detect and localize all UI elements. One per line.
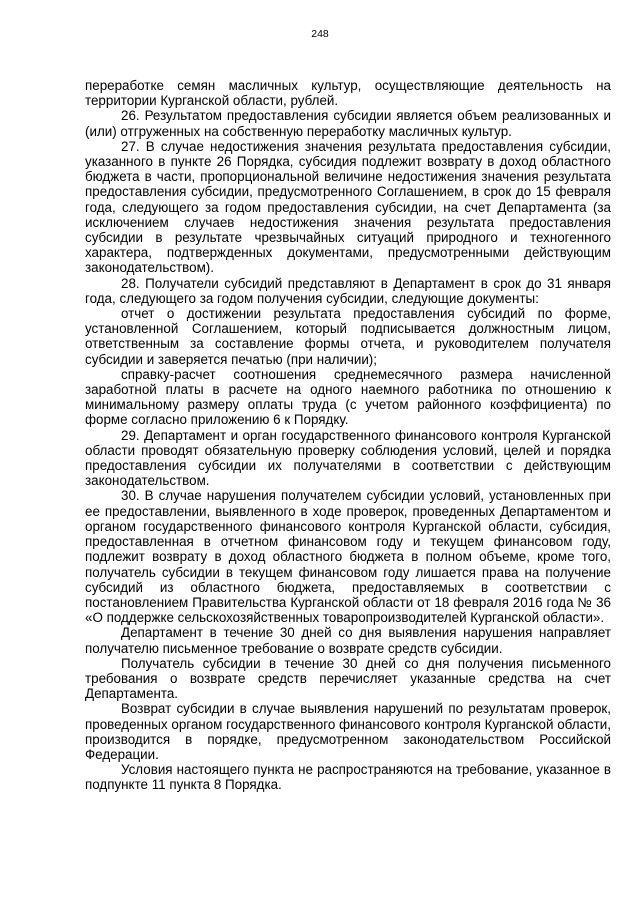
paragraph-item-27: 27. В случае недостижения значения результата предоставления субсидии, указанного в пункте 26 Порядка, субсидия подлежит возврату в доход областного бюджета в части, пропорциональной величине недостижения значения результата предоставления субсидии, предусмотренного Соглашением, в срок до 15 февраля года, следующего за годом предоставления субсидии, на счет Департамента (за исключением случаев недостижения значения результата предоставления субсидии в результате чрезвычайных ситуаций природного и техногенного характера, подтвержденных документами, предусмотренными действующим законодательством). — [85, 138, 611, 276]
page-number: 248 — [311, 28, 329, 40]
paragraph-item-29: 29. Департамент и орган государственного финансового контроля Курганской области проводят обязательную проверку соблюдения условий, целей и порядка предоставления субсидии их получателями в соответствии с действующим законодательством. — [85, 427, 611, 489]
paragraph-item-30: 30. В случае нарушения получателем субсидии условий, установленных при ее предоставлении, выявленного в ходе проверок, проведенных Департаментом и органом государственного финансового контроля Курганской области, субсидия, предоставленная в отчетном финансовом году и текущем финансовом году, подлежит возврату в доход областного бюджета в полном объеме, кроме того, получатель субсидии в текущем финансовом году лишается права на получение субсидий из областного бюджета, предоставляемых в соответствии с постановлением Правительства Курганской области от 18 февраля 2016 года № 36 «О поддержке сельскохозяйственных товаропроизводителей Курганской области». — [85, 488, 611, 626]
paragraph-continuation: переработке семян масличных культур, осуществляющие деятельность на территории Курганской области, рублей. — [85, 78, 611, 109]
paragraph-recipient-refund: Получатель субсидии в течение 30 дней со дня получения письменного требования о возврате средств перечисляет указанные средства на счет Департамента. — [85, 655, 611, 702]
paragraph-report-document: отчет о достижении результата предоставления субсидий по форме, установленной Соглашением, который подписывается должностным лицом, ответственным за составление формы отчета, и руководителем получателя субсидии и заверяется печатью (при наличии); — [85, 306, 611, 367]
paragraph-refund-on-violation: Возврат субсидии в случае выявления нарушений по результатам проверок, проведенных органом государственного финансового контроля Курганской области, производится в порядке, предусмотренном законодательством Российской Федерации. — [85, 701, 611, 762]
paragraph-item-28: 28. Получатели субсидий представляют в Департамент в срок до 31 января года, следующего за годом получения субсидии, следующие документы: — [85, 275, 611, 306]
document-body — [85, 78, 611, 793]
paragraph-salary-certificate: справку-расчет соотношения среднемесячного размера начисленной заработной платы в расчете на одного наемного работника по отношению к минимальному размеру оплаты труда (с учетом районного коэффициента) по форме согласно приложению 6 к Порядку. — [85, 366, 611, 428]
paragraph-item-26: 26. Результатом предоставления субсидии является объем реализованных и (или) отгруженных на собственную переработку масличных культур. — [85, 108, 611, 139]
paragraph-exception: Условия настоящего пункта не распространяются на требование, указанное в подпункте 11 пункта 8 Порядка. — [85, 762, 611, 793]
paragraph-department-notice: Департамент в течение 30 дней со дня выявления нарушения направляет получателю письменное требование о возврате средств субсидии. — [85, 625, 611, 656]
